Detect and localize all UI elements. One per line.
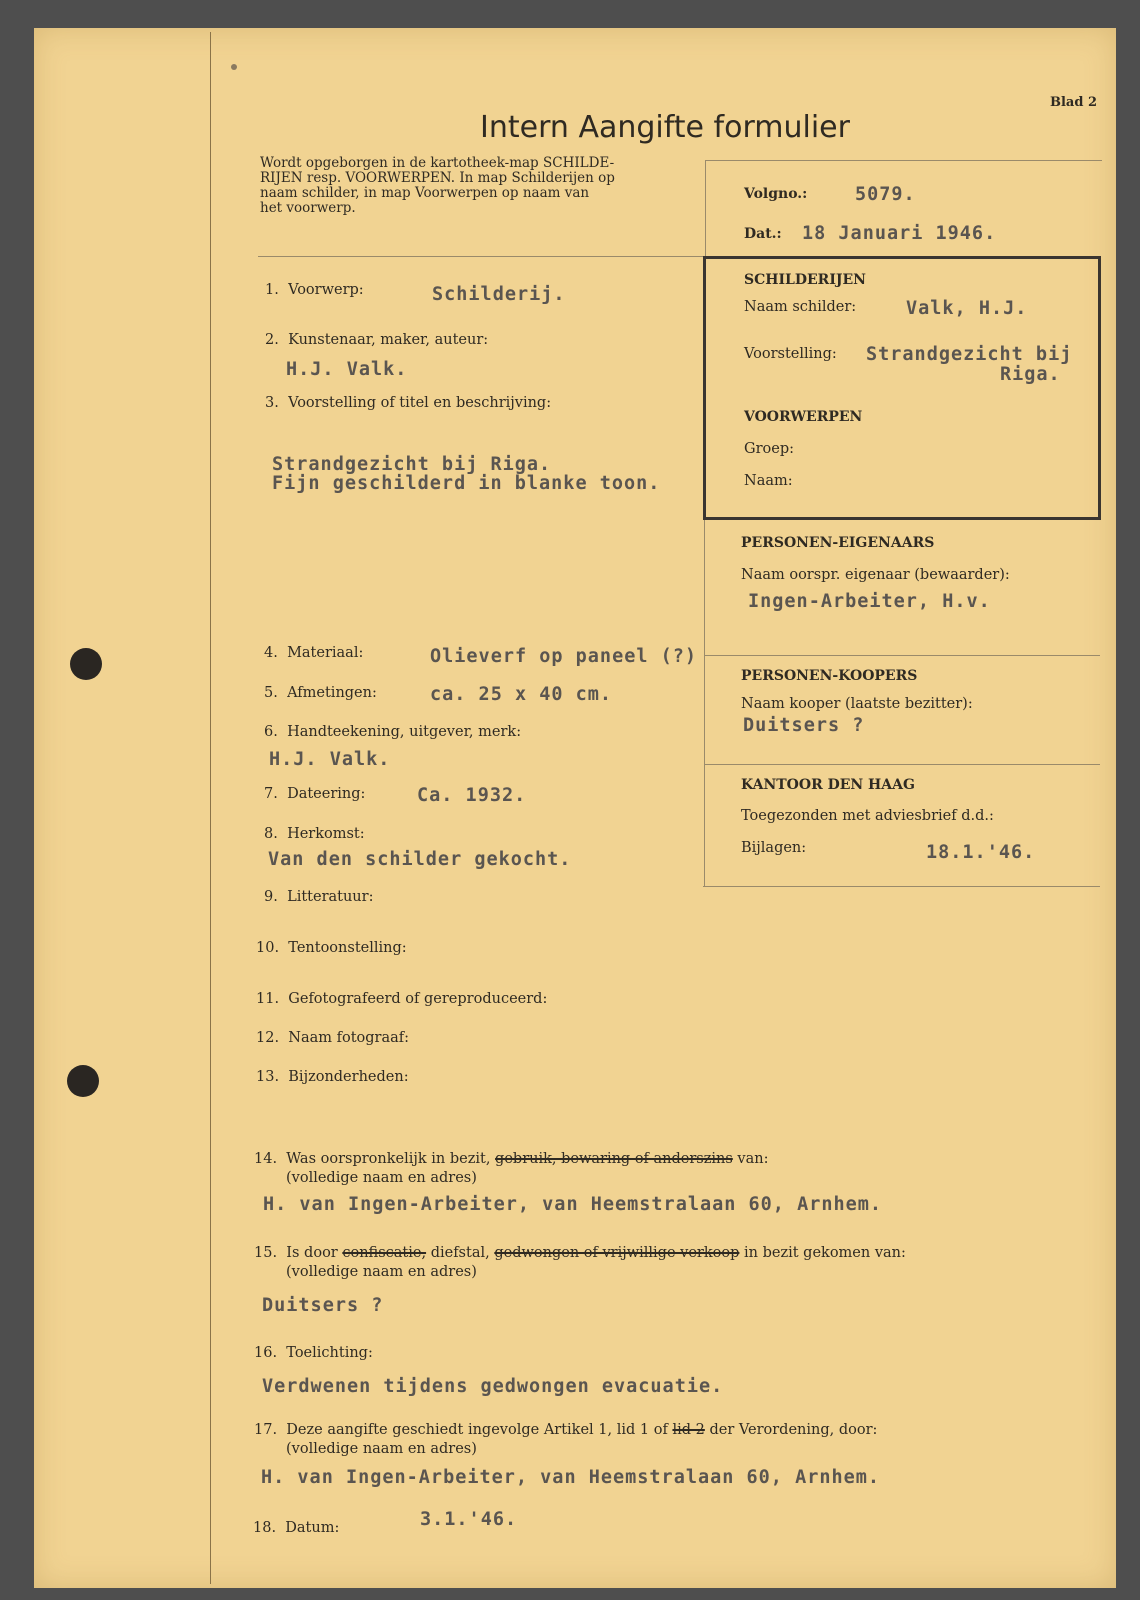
divider <box>704 764 1100 765</box>
eigenaar-label: Naam oorspr. eigenaar (bewaarder): <box>741 567 1010 583</box>
item-2-value: H.J. Valk. <box>286 359 408 380</box>
item-number: 13. <box>256 1069 280 1085</box>
item-label: in bezit gekomen van: <box>744 1245 906 1261</box>
kantoor-heading: KANTOOR DEN HAAG <box>741 777 915 793</box>
item-3-value: Strandgezicht bij Riga. <box>272 454 552 475</box>
item-2-label <box>265 332 488 348</box>
volgno-value: 5079. <box>855 184 916 205</box>
item-label: Naam fotograaf: <box>288 1030 410 1046</box>
item-15-label <box>254 1245 906 1261</box>
item-label: Deze aangifte geschiedt ingevolge Artikel 1, lid 1 of <box>286 1422 668 1438</box>
item-13-label <box>256 1069 409 1085</box>
item-number: 16. <box>254 1345 278 1361</box>
struck-text: lid 2 <box>672 1422 705 1438</box>
instruction-line: RIJEN resp. VOORWERPEN. In map Schilderijen op <box>260 170 615 186</box>
item-5-value: ca. 25 x 40 cm. <box>430 684 613 705</box>
item-label: Datum: <box>285 1520 340 1536</box>
item-6-label <box>264 724 521 740</box>
eigenaars-heading: PERSONEN-EIGENAARS <box>741 535 935 551</box>
date-value: 18 Januari 1946. <box>802 223 997 244</box>
item-16-label <box>254 1345 373 1361</box>
bijlagen-label: Bijlagen: <box>741 840 807 856</box>
divider <box>704 520 705 886</box>
sheet-number: Blad 2 <box>1050 95 1098 110</box>
item-15-sub: (volledige naam en adres) <box>286 1264 477 1280</box>
item-number: 10. <box>256 940 280 956</box>
item-5-label <box>264 685 377 701</box>
item-1-label <box>265 282 364 298</box>
date-label: Dat.: <box>744 226 782 242</box>
item-number: 14. <box>254 1151 278 1167</box>
item-17-sub: (volledige naam en adres) <box>286 1441 477 1457</box>
item-label: Afmetingen: <box>287 685 377 701</box>
voorwerp-naam-label: Naam: <box>744 473 793 489</box>
item-1-value: Schilderij. <box>432 284 566 305</box>
item-8-value: Van den schilder gekocht. <box>268 849 572 870</box>
adviesbrief-label: Toegezonden met adviesbrief d.d.: <box>741 808 994 824</box>
item-4-label <box>264 645 363 661</box>
item-4-value: Olieverf op paneel (?) <box>430 646 698 667</box>
item-number: 18. <box>253 1520 277 1536</box>
voorwerpen-heading: VOORWERPEN <box>744 409 863 425</box>
voorstelling-value: Strandgezicht bij <box>866 344 1073 365</box>
item-12-label <box>256 1030 409 1046</box>
item-number: 2. <box>265 332 279 348</box>
item-number: 5. <box>264 685 278 701</box>
item-label: Handteekening, uitgever, merk: <box>287 724 522 740</box>
koopers-heading: PERSONEN-KOOPERS <box>741 668 918 684</box>
groep-label: Groep: <box>744 441 794 457</box>
filing-instructions <box>260 156 680 216</box>
item-18-value: 3.1.'46. <box>420 1509 518 1530</box>
item-label: Voorwerp: <box>288 282 364 298</box>
kooper-value: Duitsers ? <box>743 715 865 736</box>
item-18-label <box>253 1520 339 1536</box>
item-label: Materiaal: <box>287 645 364 661</box>
struck-text: gebruik, bewaring of anderszins <box>495 1151 733 1167</box>
item-label: der Verordening, door: <box>709 1422 878 1438</box>
item-label: Was oorspronkelijk in bezit, <box>286 1151 491 1167</box>
naam-schilder-label: Naam schilder: <box>744 299 857 315</box>
item-15-value: Duitsers ? <box>262 1295 384 1316</box>
item-7-label <box>264 786 365 802</box>
schilderijen-heading: SCHILDERIJEN <box>744 272 866 288</box>
voorstelling-label: Voorstelling: <box>744 346 837 362</box>
item-number: 3. <box>265 395 279 411</box>
item-label: Voorstelling of titel en beschrijving: <box>288 395 552 411</box>
item-number: 9. <box>264 889 278 905</box>
margin-line <box>210 32 211 1584</box>
item-number: 11. <box>256 991 280 1007</box>
item-number: 4. <box>264 645 278 661</box>
item-label: Herkomst: <box>287 826 365 842</box>
item-number: 15. <box>254 1245 278 1261</box>
item-label: van: <box>737 1151 769 1167</box>
item-number: 12. <box>256 1030 280 1046</box>
item-label: Kunstenaar, maker, auteur: <box>288 332 489 348</box>
form-title: Intern Aangifte formulier <box>480 110 850 145</box>
item-11-label <box>256 991 547 1007</box>
item-17-label <box>254 1422 877 1438</box>
item-label: Toelichting: <box>286 1345 373 1361</box>
paper-mark <box>231 64 237 70</box>
item-3-value-cont: Fijn geschilderd in blanke toon. <box>272 473 661 494</box>
eigenaar-value: Ingen-Arbeiter, H.v. <box>748 591 991 612</box>
item-number: 7. <box>264 786 278 802</box>
struck-text: confiscatie, <box>342 1245 427 1261</box>
punch-hole-lower <box>67 1065 99 1097</box>
bijlagen-value: 18.1.'46. <box>926 842 1036 863</box>
item-number: 8. <box>264 826 278 842</box>
item-label: Tentoonstelling: <box>288 940 407 956</box>
item-9-label <box>264 889 373 905</box>
punch-hole-upper <box>70 648 102 680</box>
item-14-label <box>254 1151 768 1167</box>
naam-schilder-value: Valk, H.J. <box>906 298 1028 319</box>
item-number: 17. <box>254 1422 278 1438</box>
item-6-value: H.J. Valk. <box>269 749 391 770</box>
item-label: Bijzonderheden: <box>288 1069 409 1085</box>
item-14-sub: (volledige naam en adres) <box>286 1170 477 1186</box>
divider <box>703 886 1100 887</box>
instruction-line: Wordt opgeborgen in de kartotheek-map SCHILDE- <box>260 155 615 171</box>
divider <box>258 256 706 257</box>
item-label: diefstal, <box>430 1245 490 1261</box>
divider <box>704 655 1100 656</box>
item-label: Dateering: <box>287 786 366 802</box>
divider <box>706 160 1102 161</box>
struck-text: gedwongen of vrijwillige verkoop <box>494 1245 740 1261</box>
item-label: Gefotografeerd of gereproduceerd: <box>288 991 548 1007</box>
item-number: 1. <box>265 282 279 298</box>
divider <box>705 160 706 256</box>
item-7-value: Ca. 1932. <box>417 785 527 806</box>
item-label: Litteratuur: <box>287 889 374 905</box>
kooper-label: Naam kooper (laatste bezitter): <box>741 696 973 712</box>
item-label: Is door <box>286 1245 338 1261</box>
item-14-value: H. van Ingen-Arbeiter, van Heemstralaan 60, Arnhem. <box>263 1194 883 1215</box>
item-number: 6. <box>264 724 278 740</box>
instruction-line: het voorwerp. <box>260 200 356 216</box>
item-17-value: H. van Ingen-Arbeiter, van Heemstralaan 60, Arnhem. <box>261 1467 881 1488</box>
item-10-label <box>256 940 407 956</box>
item-8-label <box>264 826 365 842</box>
item-3-label <box>265 395 551 411</box>
voorstelling-value-cont: Riga. <box>1000 364 1061 385</box>
instruction-line: naam schilder, in map Voorwerpen op naam van <box>260 185 590 201</box>
volgno-label: Volgno.: <box>744 186 808 202</box>
item-16-value: Verdwenen tijdens gedwongen evacuatie. <box>262 1376 724 1397</box>
